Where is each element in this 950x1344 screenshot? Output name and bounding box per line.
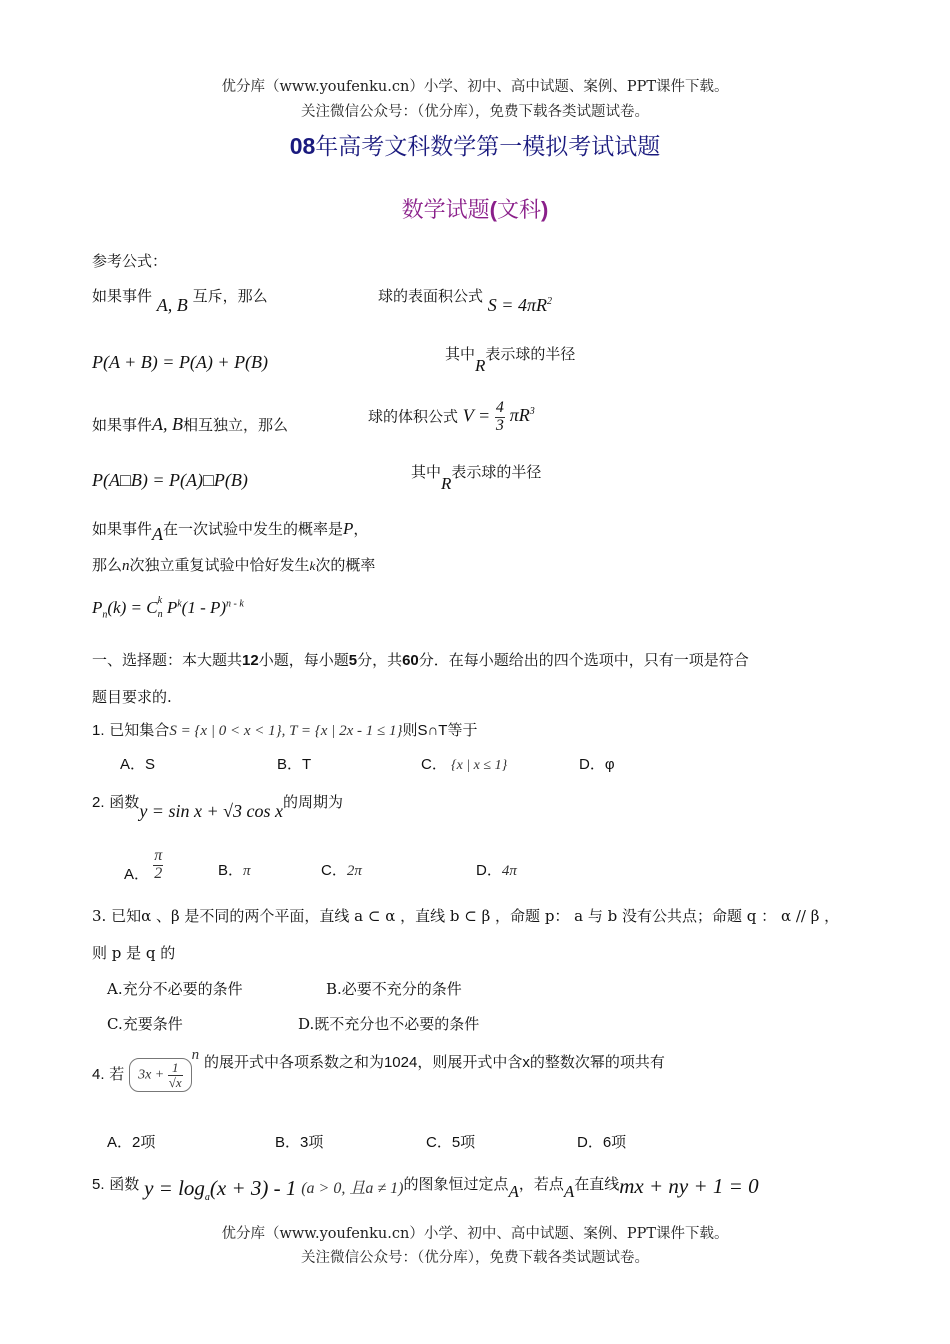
mutex-text-a: 如果事件 xyxy=(92,287,153,305)
binomial-formula: $P_n(k) = C$ $_{k n}$ $P^k(1 - P)^{n - k}$ xyxy=(92,595,244,621)
q3-option-b: B.必要不充分的条件 xyxy=(326,980,462,998)
section-1-p1: 一、选择题：本大题共 xyxy=(92,651,243,669)
section-1-p2: 小题，每小题 xyxy=(258,651,349,669)
q5-text-d: 在直线 xyxy=(574,1175,620,1193)
q5-text-a: 函数 xyxy=(109,1175,140,1193)
q5-formula xyxy=(144,1176,297,1204)
q2-option-c xyxy=(321,859,362,880)
trial-text-b: 在一次试验中发生的概率是 xyxy=(163,520,344,538)
indep-text-b: 相互独立，那么 xyxy=(183,416,289,434)
q1-option-d: D．φ xyxy=(579,756,615,773)
q2-formula: y = sin x + √3 cos x xyxy=(139,801,283,821)
question-3-line-2: 则 p 是 q 的 xyxy=(92,944,176,962)
q2-option-d-math: 4π xyxy=(501,863,517,879)
section-1-intro-line-2: 题目要求的. xyxy=(92,688,172,706)
q2-option-d-label: D． xyxy=(476,862,502,879)
q4-text-rest xyxy=(204,1053,665,1071)
q4-text-c: ，则展开式中含 xyxy=(417,1053,523,1072)
q4-expr-fraction xyxy=(168,1061,183,1089)
q4-var-x: x xyxy=(522,1054,530,1072)
subtitle-part-1: 数学试题 xyxy=(401,198,490,223)
q5-number: 5. xyxy=(92,1176,105,1193)
question-2 xyxy=(92,791,343,821)
q5-var-a: A xyxy=(508,1182,519,1201)
q2-option-b xyxy=(218,859,251,880)
mutex-statement xyxy=(92,285,268,315)
repeat-var-n: n xyxy=(122,558,130,574)
q4-text-a: 若 xyxy=(109,1065,125,1084)
q2-option-a-label: A． xyxy=(124,866,150,884)
q2-option-b-label: B． xyxy=(218,862,244,879)
trial-text-c: ， xyxy=(353,520,369,538)
q3-option-d: D.既不充分也不必要的条件 xyxy=(298,1015,480,1033)
q2-option-a-den: 2 xyxy=(154,864,163,882)
q2-option-c-label: C． xyxy=(321,862,347,879)
q1-intersection: S∩T xyxy=(417,722,448,739)
sphere-vol-label: 球的体积公式 xyxy=(368,407,459,426)
trial-statement xyxy=(92,518,369,544)
question-4 xyxy=(92,1047,665,1092)
section-1-p3: 分，共 xyxy=(357,651,403,669)
q1-option-b: B．T xyxy=(277,756,312,773)
q1-option-c xyxy=(421,753,507,774)
question-5 xyxy=(92,1170,759,1204)
sphere-area-formula xyxy=(378,285,552,315)
subtitle-paren-close: ) xyxy=(541,197,549,222)
sphere-vol-lhs: V = xyxy=(462,405,491,426)
q5-text-b: 的图象恒过定点 xyxy=(403,1175,509,1193)
sphere-vol-den: 3 xyxy=(495,416,504,434)
q4-sum: 1024 xyxy=(383,1054,418,1072)
radius-note-1 xyxy=(445,343,576,375)
radius-var-2: R xyxy=(441,474,452,493)
radius-note-b-2: 表示球的半径 xyxy=(451,463,542,481)
sphere-vol-rhs: $\pi R^3$ xyxy=(509,405,535,426)
header-line-1: 优分库（www.youfenku.cn）小学、初中、高中试题、案例、PPT课件下载。 xyxy=(221,79,729,95)
q2-text-b: 的周期为 xyxy=(282,793,343,811)
sphere-vol-rhs-text: πR xyxy=(509,405,530,426)
title-year: 08 xyxy=(289,133,316,159)
q4-option-c: C．5项 xyxy=(426,1134,476,1151)
trial-text-a: 如果事件 xyxy=(92,520,153,538)
section-1-intro xyxy=(92,649,749,670)
q5-condition: (a > 0, 且a ≠ 1) xyxy=(301,1180,404,1197)
q5-formula-a: y = log xyxy=(144,1176,205,1200)
q2-option-b-math: π xyxy=(243,863,251,879)
q1-option-a: A．S xyxy=(120,756,156,773)
repeat-text-b: 次独立重复试验中恰好发生 xyxy=(129,556,310,574)
page-title xyxy=(0,128,950,161)
section-1-p4: 分．在每小题给出的四个选项中，只有一项是符合 xyxy=(418,651,749,669)
footer-line-1: 优分库（www.youfenku.cn）小学、初中、高中试题、案例、PPT课件下载。 xyxy=(221,1226,729,1242)
q4-text-b: 的展开式中各项系数之和为 xyxy=(203,1053,384,1072)
q4-expr-a: 3x + xyxy=(138,1067,165,1083)
section-1-n2: 5 xyxy=(348,652,358,669)
subtitle-paren-open: ( xyxy=(489,197,497,222)
q1-number: 1. xyxy=(92,722,105,739)
repeat-var-k: k xyxy=(309,558,316,573)
radius-note-a: 其中 xyxy=(445,345,476,363)
sphere-vol-fraction xyxy=(495,400,505,435)
sphere-area-expr: $S = 4\pi R^2$ xyxy=(487,295,552,315)
sphere-vol-num: 4 xyxy=(495,399,504,416)
radius-note-a-2: 其中 xyxy=(411,463,442,481)
mutex-vars: A, B xyxy=(156,295,188,315)
radius-note-b: 表示球的半径 xyxy=(485,345,576,363)
q4-binomial-expression xyxy=(129,1058,192,1092)
q1-text-b: 则 xyxy=(402,721,418,739)
q5-line-equation: mx + ny + 1 = 0 xyxy=(619,1174,759,1198)
q5-formula-sub: a xyxy=(204,1192,210,1204)
q4-option-b: B．3项 xyxy=(275,1134,324,1151)
sum-formula: P(A + B) = P(A) + P(B) xyxy=(92,352,269,372)
sphere-area-label: 球的表面积公式 xyxy=(378,287,484,305)
product-formula: P(A□B) = P(A)□P(B) xyxy=(92,470,248,490)
radius-var: R xyxy=(475,356,486,375)
subtitle-part-3: 文科 xyxy=(497,198,542,223)
repeat-text-a: 那么 xyxy=(92,556,123,574)
q3-option-c: C.充要条件 xyxy=(107,1015,183,1033)
header-line-2: 关注微信公众号：（优分库），免费下载各类试题试卷。 xyxy=(301,104,649,120)
q2-option-a-num: π xyxy=(154,847,163,864)
q4-text-d: 的整数次幂的项共有 xyxy=(529,1053,665,1072)
indep-statement xyxy=(92,414,288,435)
q4-option-d: D．6项 xyxy=(577,1134,627,1151)
q4-expr-den: √x xyxy=(168,1074,182,1090)
q4-number: 4. xyxy=(92,1066,105,1084)
q3-option-a: A.充分不必要的条件 xyxy=(107,980,243,998)
trial-var-a: A xyxy=(152,524,164,544)
indep-vars: A, B xyxy=(152,414,184,434)
page-subtitle xyxy=(0,193,950,224)
q1-option-c-label: C． xyxy=(421,756,447,773)
sphere-volume-formula xyxy=(368,400,535,435)
q2-text-a: 函数 xyxy=(109,793,140,811)
q5-text-c: ，若点 xyxy=(518,1175,564,1193)
section-1-n3: 60 xyxy=(402,652,419,669)
q2-option-c-math: 2π xyxy=(346,863,362,879)
question-1 xyxy=(92,719,477,740)
repeat-text-c: 次的概率 xyxy=(315,556,376,574)
q5-formula-b: (x + 3) - 1 xyxy=(209,1176,297,1200)
q4-expr-exponent: n xyxy=(191,1047,200,1064)
q1-option-c-math: {x | x ≤ 1} xyxy=(451,758,508,773)
radius-note-2 xyxy=(411,461,542,493)
mutex-text-b: 互斥，那么 xyxy=(192,287,268,305)
q1-sets: S = {x | 0 < x < 1}, T = {x | 2x - 1 ≤ 1} xyxy=(169,723,403,739)
trial-var-p: P xyxy=(343,519,354,538)
indep-text-a: 如果事件 xyxy=(92,416,153,434)
section-1-n1: 12 xyxy=(242,652,259,669)
sphere-area-expr-text: S = 4πR xyxy=(487,295,547,315)
q2-option-a-fraction xyxy=(153,848,163,883)
question-3-line-1: 3. 已知α 、β 是不同的两个平面，直线 a ⊂ α ，直线 b ⊂ β ，命题 p： a 与 b 没有公共点；命题 q ： α // β ， xyxy=(92,907,840,925)
q2-option-a xyxy=(124,848,163,883)
q1-text-c: 等于 xyxy=(447,721,478,739)
q5-var-a-2: A xyxy=(563,1182,575,1201)
q1-text-a: 已知集合 xyxy=(109,721,170,739)
q2-option-d xyxy=(476,859,517,880)
q4-option-a: A．2项 xyxy=(107,1134,156,1151)
q2-number: 2. xyxy=(92,794,105,811)
title-text: 年高考文科数学第一模拟考试试题 xyxy=(315,134,661,160)
repeat-statement xyxy=(92,554,375,575)
formulas-heading: 参考公式： xyxy=(92,252,168,270)
q4-expr-num: 1 xyxy=(168,1061,183,1076)
footer-line-2: 关注微信公众号：（优分库），免费下载各类试题试卷。 xyxy=(301,1250,649,1266)
